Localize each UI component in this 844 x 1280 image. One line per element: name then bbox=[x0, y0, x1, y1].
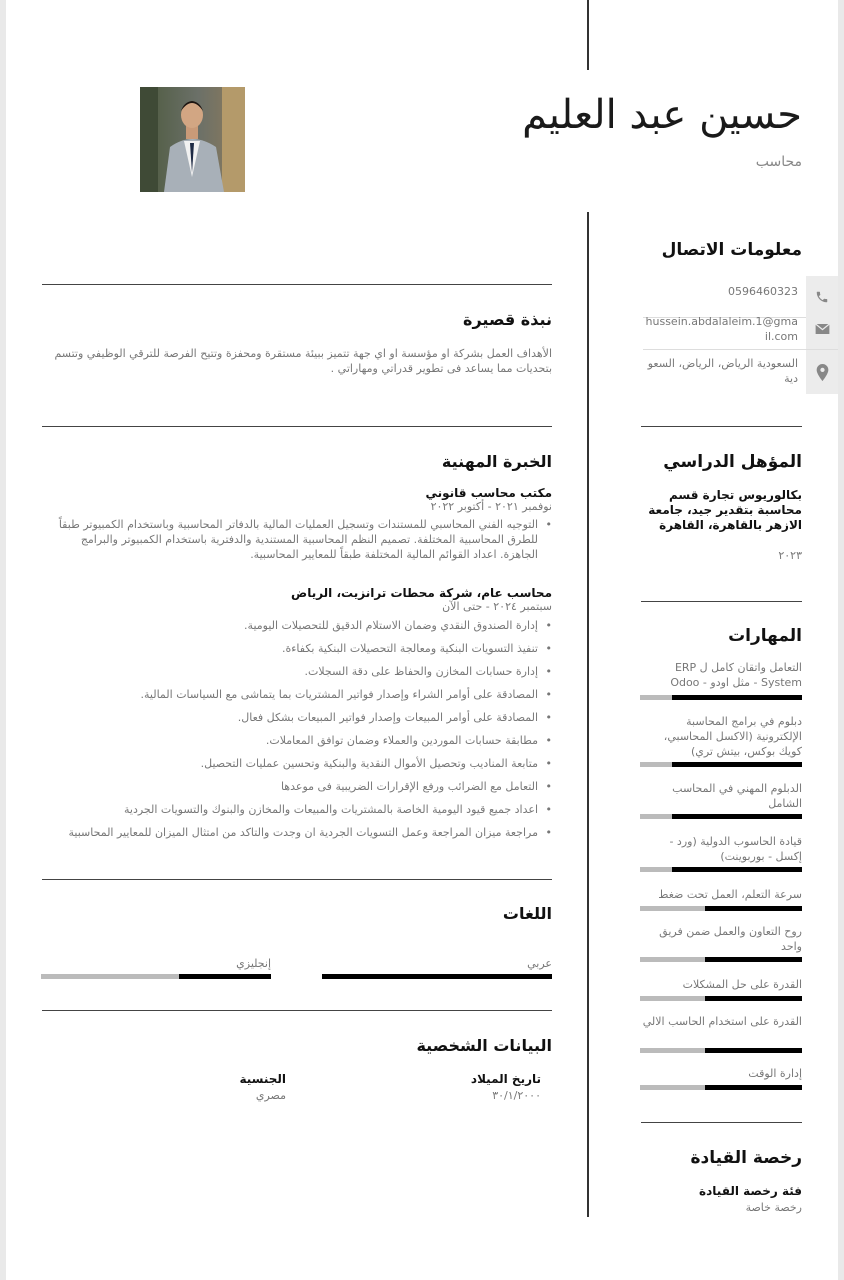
contact-phone[interactable]: 0596460323 bbox=[728, 285, 798, 298]
languages-section-title: اللغات bbox=[502, 904, 552, 923]
resume-page bbox=[6, 0, 838, 1280]
top-divider-line bbox=[587, 0, 589, 70]
license-label: فئة رخصة القيادة bbox=[699, 1184, 802, 1198]
job-entry-date: نوفمبر ٢٠٢١ - أكتوبر ٢٠٢٢ bbox=[430, 500, 552, 513]
contact-email-row bbox=[643, 308, 838, 350]
divider bbox=[42, 879, 552, 880]
personal-section-title: البيانات الشخصية bbox=[416, 1036, 552, 1055]
job-entry-date: سبتمبر ٢٠٢٤ - حتى الآن bbox=[442, 600, 552, 613]
job-entry-title: مكتب محاسب قانوني bbox=[425, 486, 552, 500]
divider bbox=[641, 601, 802, 602]
nationality-label: الجنسية bbox=[239, 1072, 286, 1086]
skill-level-fill bbox=[672, 814, 802, 819]
job-bullet: • التوجيه الفني المحاسبي للمستندات وتسجيل العمليات المالية بالدفاتر المحاسبية وباستخدام الكمبيوتر طبقاً للطرق المحاسبية المختلفة. تصميم النظم المحاسبية المستندية والدفترية باستخدام الكمبيوتر والبرامج الجاهزة. اعداد القوائم المالية المختلفة طبقاً للمعايير المحاسبية. bbox=[42, 517, 552, 562]
skill-label: دبلوم في برامج المحاسبة الإلكترونية (الاكسل المحاسبي، كويك بوكس، بيتش تري) bbox=[663, 715, 802, 758]
job-bullet: • مراجعة ميزان المراجعة وعمل التسويات الجردية ان وجدت والتاكد من امتثال الميزان للمعايير المحاسبية bbox=[42, 825, 552, 840]
full-name: حسين عبد العليم bbox=[522, 92, 802, 138]
skill-level-fill bbox=[705, 1085, 802, 1090]
skill-level-bar bbox=[640, 1048, 802, 1053]
job-bullet: • المصادقة على أوامر الشراء وإصدار فواتير المشتريات بما يتماشى مع السياسات المالية. bbox=[42, 687, 552, 702]
skill-label: سرعة التعلم، العمل تحت ضغط bbox=[658, 888, 802, 901]
job-entry bbox=[42, 586, 552, 848]
divider bbox=[42, 284, 552, 285]
skill-item bbox=[640, 924, 802, 964]
skill-item bbox=[640, 834, 802, 874]
language-level-bar bbox=[322, 974, 552, 979]
skill-item bbox=[640, 714, 802, 770]
experience-section-title: الخبرة المهنية bbox=[441, 452, 552, 471]
divider bbox=[42, 426, 552, 427]
job-title: محاسب bbox=[755, 154, 802, 170]
profile-photo bbox=[140, 87, 245, 192]
skill-item bbox=[640, 887, 802, 913]
skill-level-fill bbox=[672, 867, 802, 872]
nationality-value: مصري bbox=[255, 1089, 286, 1102]
contact-address: السعودية الرياض، الرياض، السعودية bbox=[647, 357, 798, 385]
skill-level-fill bbox=[705, 1048, 802, 1053]
education-year: ٢٠٢٣ bbox=[778, 549, 802, 562]
job-entry-title: محاسب عام، شركة محطات ترانزيت، الرياض bbox=[291, 586, 552, 600]
job-bullet: • التعامل مع الضرائب ورفع الإقرارات الضريبية فى موعدها bbox=[42, 779, 552, 794]
location-pin-icon bbox=[806, 350, 838, 394]
language-item bbox=[41, 956, 271, 980]
skill-level-fill bbox=[705, 957, 802, 962]
skill-level-fill bbox=[705, 996, 802, 1001]
birth-date-label: تاريخ الميلاد bbox=[470, 1072, 541, 1086]
skill-level-bar bbox=[640, 996, 802, 1001]
skill-item bbox=[640, 660, 802, 702]
skill-label: روح التعاون والعمل ضمن فريق واحد bbox=[659, 925, 802, 953]
skill-level-fill bbox=[672, 695, 802, 700]
skill-item bbox=[640, 1014, 802, 1054]
skill-level-bar bbox=[640, 695, 802, 700]
language-item bbox=[322, 956, 552, 980]
skill-label: الدبلوم المهني في المحاسب الشامل bbox=[672, 782, 802, 810]
skill-label: إدارة الوقت bbox=[748, 1067, 802, 1080]
license-value: رخصة خاصة bbox=[745, 1201, 802, 1214]
job-bullet: • اعداد جميع قيود اليومية الخاصة بالمشتريات والمبيعات والمخازن والبنوك والتسويات الجردية bbox=[42, 802, 552, 817]
skill-level-fill bbox=[672, 762, 802, 767]
education-degree: بكالوريوس تجارة قسم محاسبة بتقدير جيد، جامعة الازهر بالقاهرة، القاهرة bbox=[648, 488, 802, 532]
divider bbox=[42, 1010, 552, 1011]
skill-level-bar bbox=[640, 906, 802, 911]
job-bullet: • مطابقة حسابات الموردين والعملاء وضمان توافق المعاملات. bbox=[42, 733, 552, 748]
contact-address-row bbox=[643, 350, 838, 394]
job-bullet: • تنفيذ التسويات البنكية ومعالجة التحصيلات البنكية بكفاءة. bbox=[42, 641, 552, 656]
skill-level-bar bbox=[640, 867, 802, 872]
skill-level-bar bbox=[640, 1085, 802, 1090]
language-label: إنجليزي bbox=[236, 957, 271, 970]
skill-item bbox=[640, 781, 802, 821]
skill-label: القدرة على استخدام الحاسب الالي bbox=[642, 1015, 802, 1028]
contact-section-title: معلومات الاتصال bbox=[661, 240, 802, 260]
job-entry-bullets bbox=[42, 517, 552, 562]
job-entry-bullets bbox=[42, 618, 552, 840]
mail-icon bbox=[806, 308, 838, 349]
license-section-title: رخصة القيادة bbox=[690, 1148, 802, 1168]
language-level-fill bbox=[179, 974, 271, 979]
job-bullet: • متابعة المناديب وتحصيل الأموال النقدية والبنكية وتحسين عمليات التحصيل. bbox=[42, 756, 552, 771]
divider bbox=[641, 426, 802, 427]
column-divider-line bbox=[587, 212, 589, 1217]
skill-level-fill bbox=[705, 906, 802, 911]
skill-label: التعامل واتقان كامل ل ERP System - مثل اودو - Odoo bbox=[670, 661, 802, 689]
summary-text: الأهداف العمل بشركة او مؤسسة او اي جهة تتميز ببيئة مستقرة ومحفزة وتتيح الفرصة للترقي الوظيفي وتتسم بتحديات مما يساعد فى تطوير قدراتي ومهاراتي . bbox=[54, 347, 552, 375]
skill-level-bar bbox=[640, 957, 802, 962]
job-entry bbox=[42, 486, 552, 570]
language-label: عربي bbox=[527, 957, 552, 970]
skill-label: قيادة الحاسوب الدولية (ورد - إكسل - بوربوينت) bbox=[669, 835, 802, 863]
skill-label: القدرة على حل المشكلات bbox=[682, 978, 802, 991]
job-bullet: • إدارة حسابات المخازن والحفاظ على دقة السجلات. bbox=[42, 664, 552, 679]
skills-section-title: المهارات bbox=[728, 626, 802, 646]
divider bbox=[641, 1122, 802, 1123]
skill-level-bar bbox=[640, 814, 802, 819]
language-level-fill bbox=[322, 974, 552, 979]
summary-section-title: نبذة قصيرة bbox=[463, 310, 552, 329]
contact-email[interactable]: hussein.abdalaleim.1@gmail.com bbox=[645, 315, 798, 343]
education-section-title: المؤهل الدراسي bbox=[663, 452, 802, 472]
language-level-bar bbox=[41, 974, 271, 979]
birth-date-value: ٣٠/١/٢٠٠٠ bbox=[492, 1089, 541, 1102]
job-bullet: • المصادقة على أوامر المبيعات وإصدار فواتير المبيعات بشكل فعال. bbox=[42, 710, 552, 725]
skill-level-bar bbox=[640, 762, 802, 767]
skill-item bbox=[640, 1066, 802, 1092]
job-bullet: • إدارة الصندوق النقدي وضمان الاستلام الدقيق للتحصيلات اليومية. bbox=[42, 618, 552, 633]
skill-item bbox=[640, 977, 802, 1003]
